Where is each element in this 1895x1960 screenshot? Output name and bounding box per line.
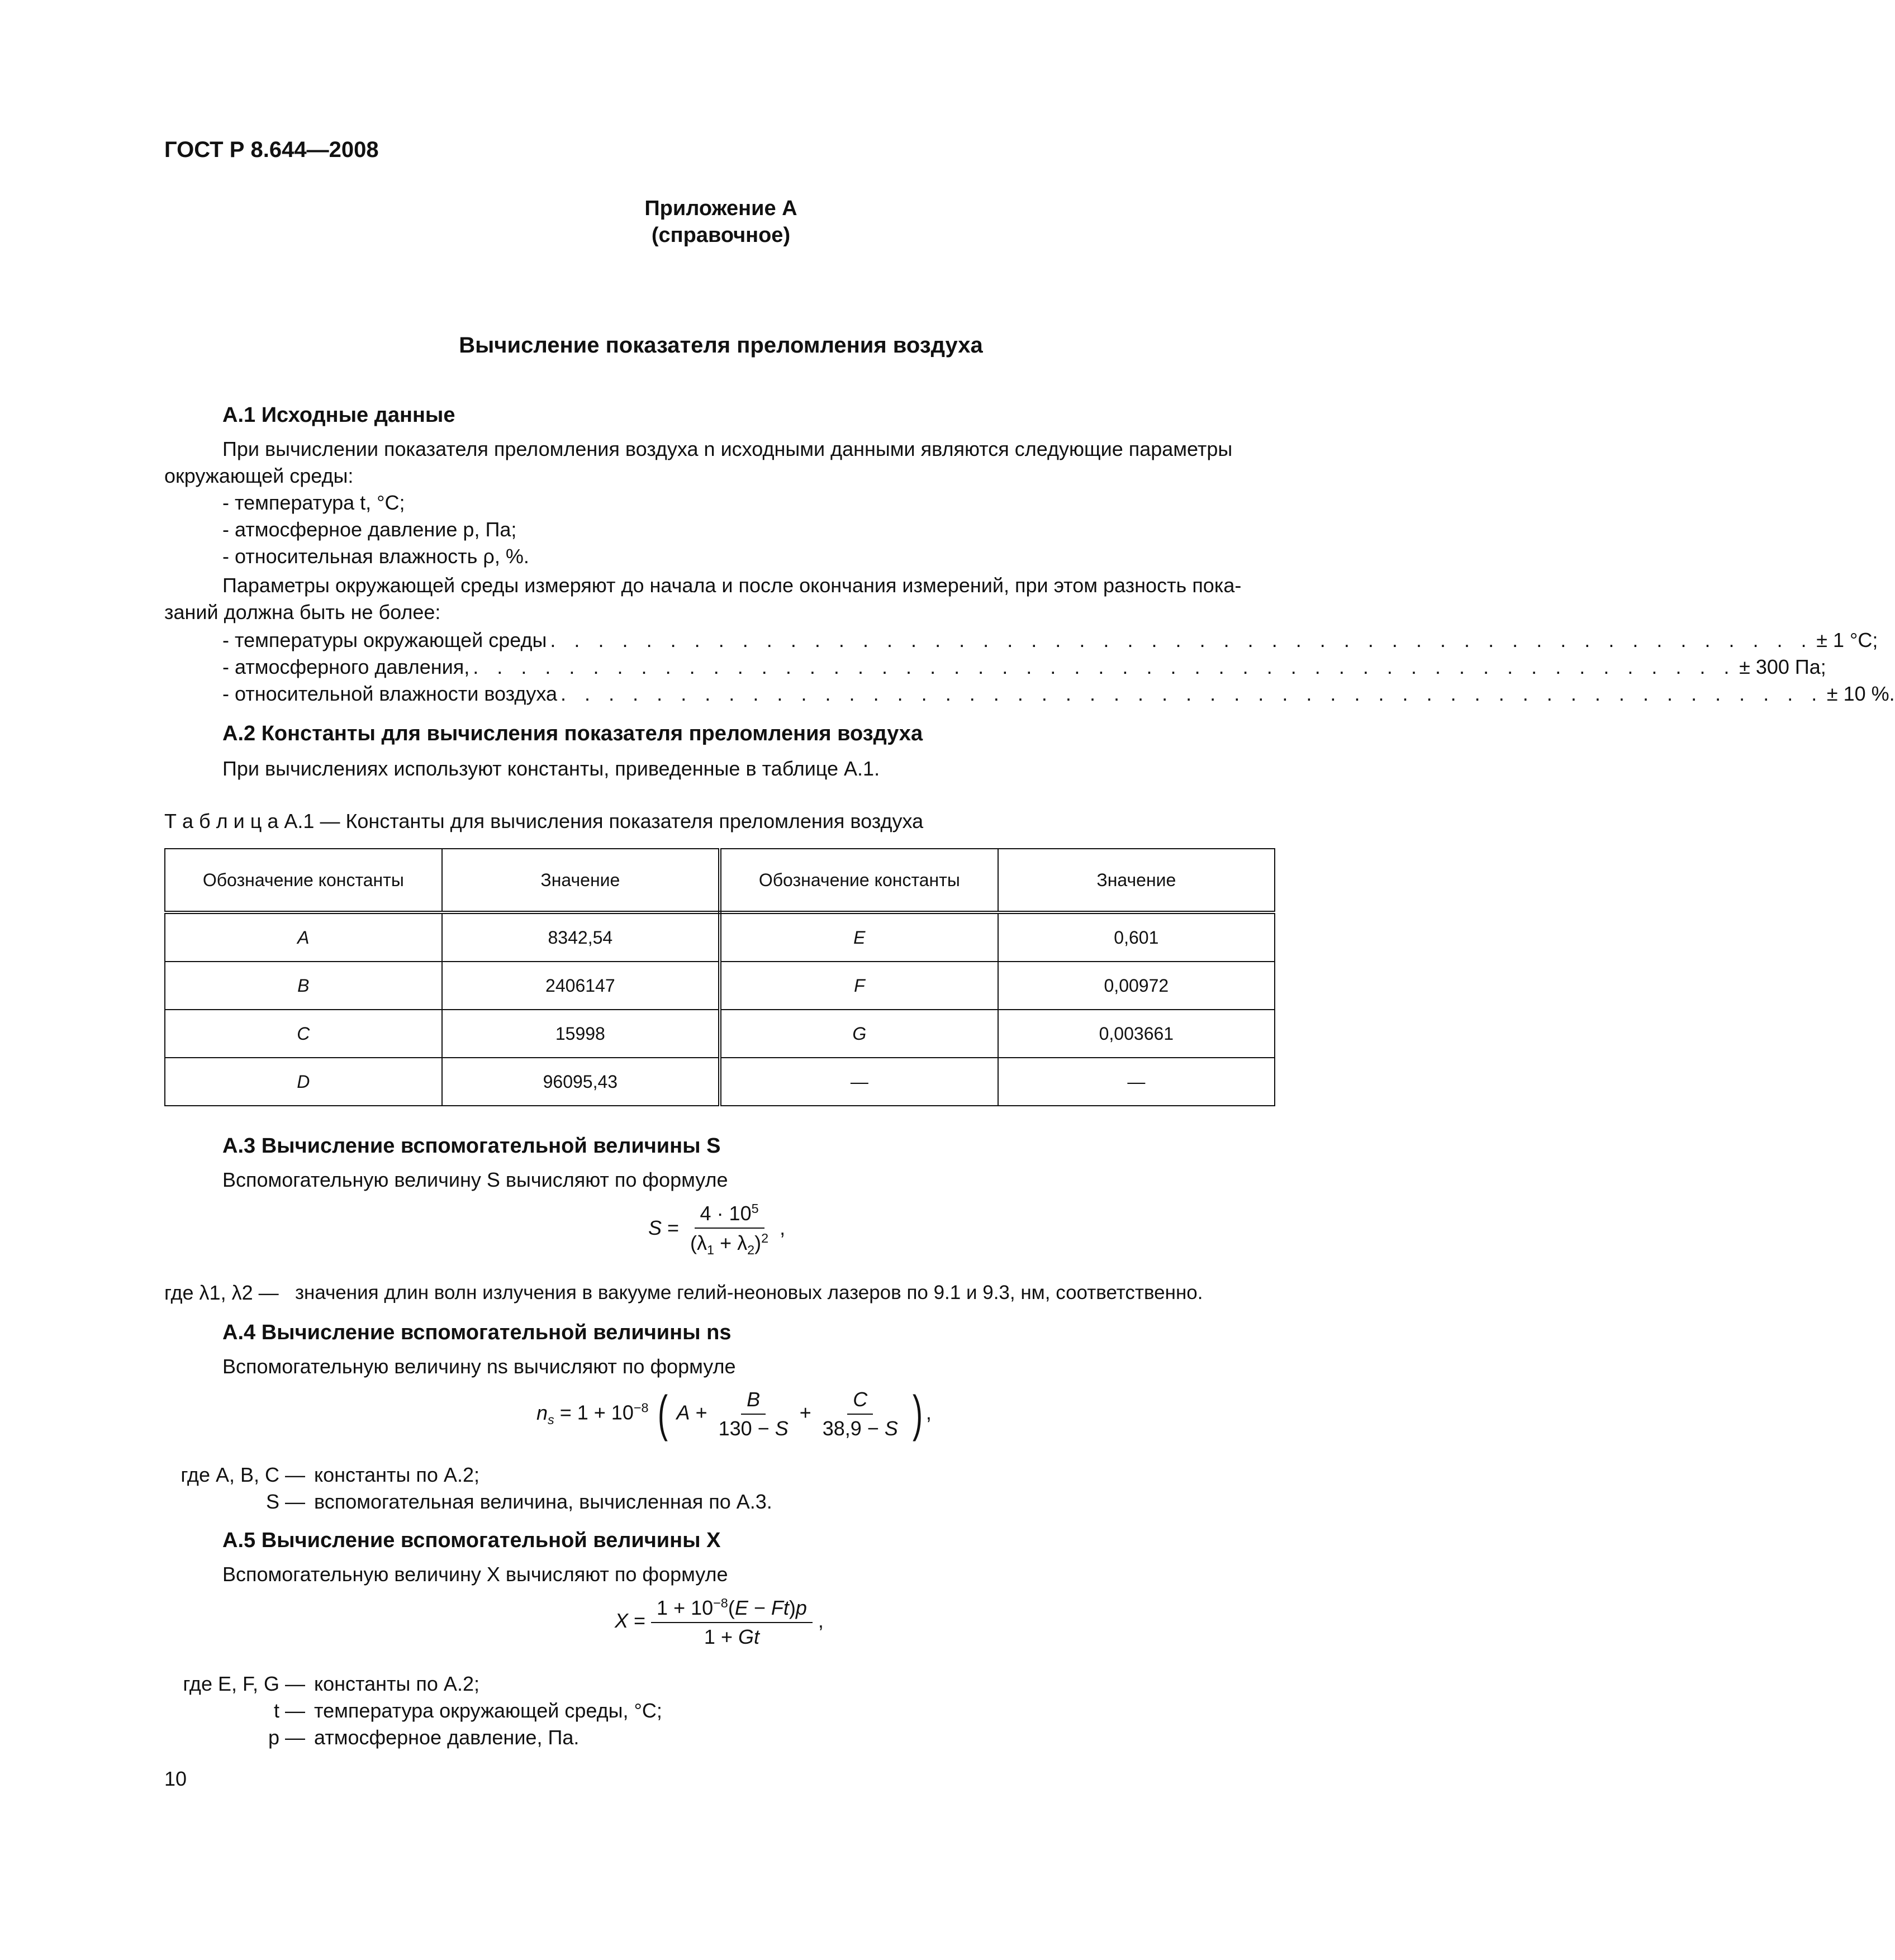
table-cell: D [165, 1058, 442, 1106]
a3-text: Вспомогательную величину S вычисляют по формуле [222, 1168, 728, 1191]
table-caption-text: — Константы для вычисления показателя преломления воздуха [314, 810, 924, 832]
a5-where-text: константы по А.2; [314, 1672, 479, 1695]
a4-text: Вспомогательную величину ns вычисляют по формуле [222, 1355, 736, 1378]
a2-heading: А.2 Константы для вычисления показателя преломления воздуха [222, 722, 923, 745]
a1-intro-line2: окружающей среды: [164, 464, 354, 487]
a4-heading: А.4 Вычисление вспомогательной величины ns [222, 1321, 732, 1344]
appendix-subtitle: (справочное) [651, 223, 791, 247]
table-cell: 0,601 [998, 912, 1275, 962]
a5-where-text: температура окружающей среды, °С; [314, 1699, 662, 1722]
tolerance-row [222, 681, 1895, 707]
doc-code: ГОСТ Р 8.644—2008 [164, 137, 379, 162]
a1-item-pressure: - атмосферное давление p, Па; [222, 518, 517, 541]
formula-ns: $n_s = 1 + 10^{-8}$ ( A + $\frac{B}{130 - S}$ + $\frac{C}{38,9 - S}$ ) , [536, 1386, 932, 1442]
table-caption-prefix: Т а б л и ц а А.1 [164, 810, 315, 832]
page-number: 10 [164, 1767, 187, 1790]
a4-where-label: S — [265, 1490, 305, 1513]
table-cell: B [165, 962, 442, 1010]
a1-item-humidity: - относительная влажность ρ, %. [222, 545, 529, 568]
appendix-title: Приложение А [644, 197, 797, 220]
dot-leader: . . . . . . . . . . . . . . . . . . . . . . . . . . . . . . . . . . . . . . . . . . . . . . . . . . . . . [473, 655, 1736, 678]
table-cell: E [720, 912, 998, 962]
table-cell: 2406147 [442, 962, 720, 1010]
a1-heading: А.1 Исходные данные [222, 403, 455, 427]
a4-where-label: где A, B, C — [181, 1463, 305, 1486]
a5-where-text: атмосферное давление, Па. [314, 1726, 580, 1749]
table-cell: — [720, 1058, 998, 1106]
tolerance-value: ± 10 %. [1826, 682, 1895, 705]
table-header-row [165, 849, 1275, 912]
table-caption [164, 808, 923, 835]
tolerance-label: - температуры окружающей среды [222, 629, 547, 651]
table-cell: 15998 [442, 1010, 720, 1058]
a3-where-text: значения длин волн излучения в вакууме гелий-неоновых лазеров по 9.1 и 9.3, нм, соответственно. [295, 1282, 1203, 1304]
table-cell: C [165, 1010, 442, 1058]
table-row [165, 962, 1275, 1010]
table-header-cell: Обозначение константы [720, 849, 998, 912]
table-cell: — [998, 1058, 1275, 1106]
a4-where-text: вспомогательная величина, вычисленная по А.3. [314, 1490, 772, 1513]
dot-leader: . . . . . . . . . . . . . . . . . . . . . . . . . . . . . . . . . . . . . . . . . . . . . . . . . . . . . [561, 682, 1823, 705]
formula-x: X = $\frac{1 + 10^{-8}(E - Ft)p}{1 + Gt}$ , [615, 1596, 824, 1648]
tolerance-value: ± 300 Па; [1739, 655, 1826, 678]
a1-para2-line2: заний должна быть не более: [164, 601, 441, 624]
tolerance-label: - атмосферного давления, [222, 655, 470, 678]
table-cell: G [720, 1010, 998, 1058]
constants-table [164, 848, 1275, 1106]
a5-heading: А.5 Вычисление вспомогательной величины X [222, 1529, 721, 1552]
tolerance-row [222, 627, 1878, 654]
tolerance-row [222, 654, 1826, 681]
a3-heading: А.3 Вычисление вспомогательной величины S [222, 1134, 721, 1158]
a5-where-label: p — [268, 1726, 305, 1749]
a5-where-label: t — [273, 1699, 305, 1722]
section-title: Вычисление показателя преломления воздуха [459, 333, 983, 358]
a5-text: Вспомогательную величину X вычисляют по формуле [222, 1563, 728, 1586]
table-cell: 0,00972 [998, 962, 1275, 1010]
table-cell: 0,003661 [998, 1010, 1275, 1058]
table-cell: A [165, 912, 442, 962]
table-cell: 96095,43 [442, 1058, 720, 1106]
table-cell: 8342,54 [442, 912, 720, 962]
a4-where-text: константы по А.2; [314, 1463, 479, 1486]
a1-para2-line1: Параметры окружающей среды измеряют до начала и после окончания измерений, при этом разность пока- [222, 574, 1242, 597]
table-cell: F [720, 962, 998, 1010]
table-header-cell: Обозначение константы [165, 849, 442, 912]
table-header-cell: Значение [998, 849, 1275, 912]
a1-item-temperature: - температура t, °С; [222, 491, 405, 514]
table-row [165, 1010, 1275, 1058]
table-header-cell: Значение [442, 849, 720, 912]
a2-text: При вычислениях используют константы, приведенные в таблице А.1. [222, 757, 880, 780]
table-row [165, 1058, 1275, 1106]
a1-intro-line1: При вычислении показателя преломления воздуха n исходными данными являются следующие параметры [222, 437, 1233, 460]
tolerance-value: ± 1 °С; [1816, 629, 1878, 651]
table-row [165, 912, 1275, 962]
a3-where-label: где λ1, λ2 — [164, 1281, 279, 1304]
formula-s: S = $\frac{4 \cdot 10^5}{(\lambda_1 + \lambda_2)^2}$ , [648, 1201, 786, 1258]
dot-leader: . . . . . . . . . . . . . . . . . . . . . . . . . . . . . . . . . . . . . . . . . . . . . . . . . . . . . [550, 629, 1813, 651]
tolerance-label: - относительной влажности воздуха [222, 682, 557, 705]
a5-where-label: где E, F, G — [183, 1672, 305, 1695]
